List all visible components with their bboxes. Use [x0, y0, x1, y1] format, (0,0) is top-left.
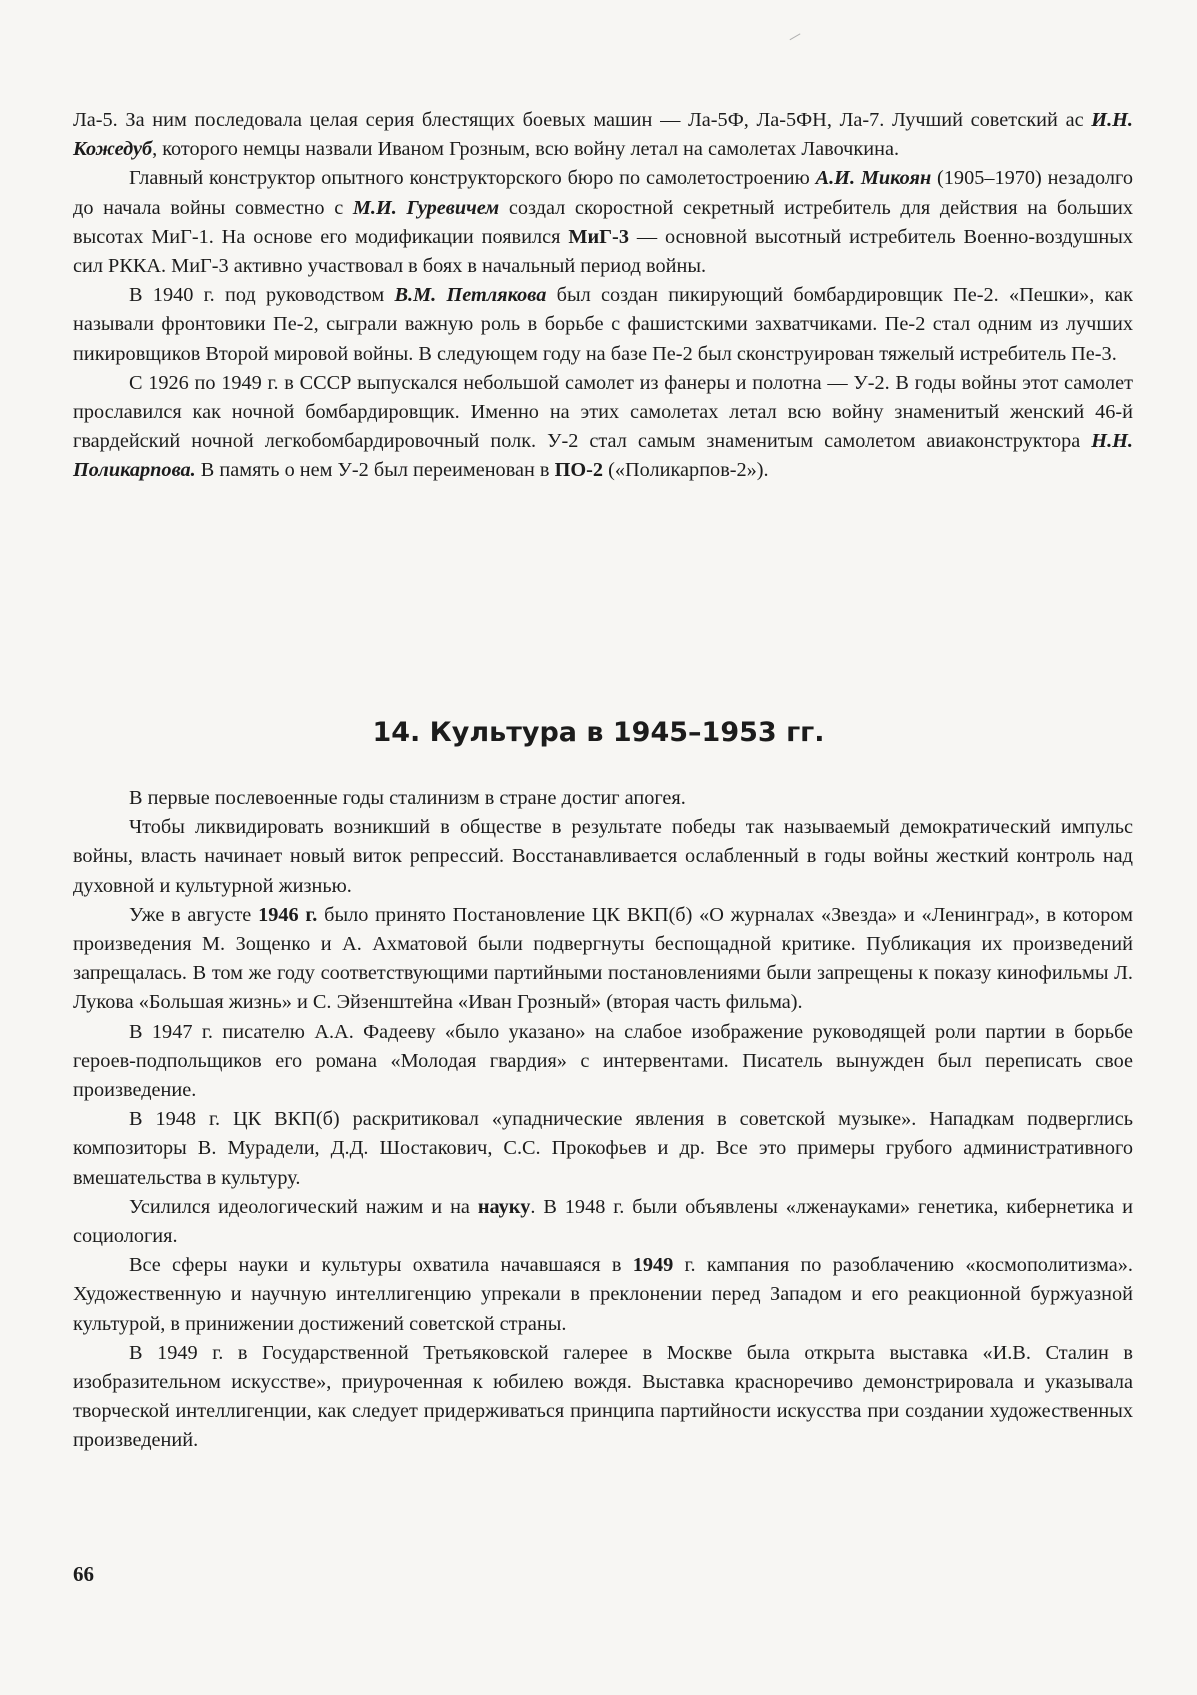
paragraph: [73, 369, 1133, 486]
text-segment: Чтобы ликвидировать возникший в обществе в результате победы так называемый демократический импульс войны, власть начинает новый виток репрессий. Восстанавливается ослабленный в годы войны жесткий контроль над духовной и культурной жизнью.: [73, 816, 1133, 897]
text-segment: создал скоростной секретный истребитель для действия на больших высотах МиГ-1. На основе его модификации появился: [73, 196, 1134, 248]
paragraph: [73, 784, 1133, 813]
emphasis-text: ПО-2: [554, 459, 604, 482]
paragraph: [73, 813, 1133, 901]
emphasis-text: В.М. Петлякова: [394, 284, 547, 307]
paragraph: [73, 164, 1133, 281]
paragraph: [73, 1251, 1133, 1339]
text-segment: В первые послевоенные годы сталинизм в стране достиг апогея.: [129, 787, 686, 809]
text-segment: В память о нем У-2 был переименован в: [195, 459, 555, 482]
text-segment: («Поликарпов-2»).: [603, 459, 769, 482]
text-segment: В 1947 г. писателю А.А. Фадееву «было указано» на слабое изображение руководящей роли партии в борьбе героев-подпольщиков его романа «Молодая гвардия» с интервентами. Писатель вынужден был переписать свое произведение.: [73, 1020, 1133, 1102]
text-segment: В 1948 г. ЦК ВКП(б) раскритиковал «упаднические явления в советской музыке». Нападкам подверглись композиторы В. Мурадели, Д.Д. Шостакович, С.С. Прокофьев и др. Все это примеры грубого административного вмешательства в культуру.: [73, 1108, 1133, 1189]
emphasis-text: 1946 г.: [258, 903, 318, 926]
top-text-section: [73, 106, 1133, 486]
text-segment: В 1949 г. в Государственной Третьяковской галерее в Москве была открыта выставка «И.В. Сталин в изобразительном искусстве», приуроченная к юбилею вождя. Выставка красноречиво демонстрировала и указывала творческой интеллигенции, как следует придерживаться принципа партийности искусства при создании художественных произведений.: [73, 1341, 1133, 1452]
scan-mark: [790, 33, 803, 43]
text-segment: было принято Постановление ЦК ВКП(б) «О журналах «Звезда» и «Ленинград», в котором произведения М. Зощенко и А. Ахматовой были подвергнуты беспощадной критике. Публикация их произведений запрещалась. В том же году соответствующими партийными постановлениями были запрещены к показу кинофильмы Л. Лукова «Большая жизнь» и С. Эйзенштейна «Иван Грозный» (вторая часть фильма).: [73, 903, 1133, 1014]
emphasis-text: МиГ-3: [568, 225, 629, 248]
emphasis-text: науку: [477, 1195, 531, 1218]
emphasis-text: А.И. Микоян: [815, 167, 932, 190]
text-segment: (1905–1970) незадолго до начала войны совместно с: [73, 167, 1133, 219]
text-segment: Ла-5. За ним последовала целая серия блестящих боевых машин — Ла-5Ф, Ла-5ФН, Ла-7. Лучший советский ас: [73, 109, 1092, 131]
paragraph: [73, 1339, 1133, 1456]
paragraph: [73, 106, 1133, 164]
section-heading: 14. Культура в 1945–1953 гг.: [372, 717, 825, 748]
text-segment: был создан пикирующий бомбардировщик Пе-2. «Пешки», как называли фронтовики Пе-2, сыграли важную роль в борьбе с фашистскими захватчиками. Пе-2 стал одним из лучших пикировщиков Второй мировой войны. В следующем году на базе Пе-2 был сконструирован тяжелый истребитель Пе-3.: [73, 284, 1134, 365]
text-segment: Главный конструктор опытного конструкторского бюро по самолетостроению: [129, 167, 816, 190]
text-segment: г. кампания по разоблачению «космополитизма». Художественную и научную интеллигенцию упрекали в преклонении перед Западом и его реакционной буржуазной культурой, в принижении достижений советской страны.: [73, 1254, 1134, 1335]
paragraph: [73, 901, 1133, 1018]
emphasis-text: 1949: [632, 1254, 674, 1277]
paragraph: [73, 1105, 1133, 1193]
body-text-section: [73, 784, 1133, 1456]
text-segment: . В 1948 г. были объявлены «лженауками» генетика, кибернетика и социология.: [73, 1195, 1134, 1248]
text-segment: , которого немцы назвали Иваном Грозным, всю войну летал на самолетах Лавочкина.: [152, 138, 900, 161]
text-segment: Все сферы науки и культуры охватила начавшаяся в: [129, 1254, 633, 1277]
text-segment: Уже в августе: [129, 903, 259, 926]
emphasis-text: М.И. Гуревичем: [352, 196, 500, 219]
text-segment: — основной высотный истребитель Военно-воздушных сил РККА. МиГ-3 активно участвовал в боях в начальный период войны.: [73, 225, 1133, 278]
emphasis-text: Н.Н. Поликарпова.: [73, 430, 1133, 482]
page-number: 66: [73, 1562, 94, 1586]
paragraph: [73, 1193, 1133, 1251]
text-segment: Усилился идеологический нажим и на: [129, 1195, 478, 1218]
text-segment: В 1940 г. под руководством: [129, 284, 395, 307]
paragraph: [73, 281, 1133, 369]
paragraph: [73, 1018, 1133, 1106]
text-segment: С 1926 по 1949 г. в СССР выпускался небольшой самолет из фанеры и полотна — У-2. В годы войны этот самолет прославился как ночной бомбардировщик. Именно на этих самолетах летал всю войну знаменитый женский 46-й гвардейский ночной легкобомбардировочный полк. У-2 стал самым знаменитым самолетом авиаконструктора: [73, 371, 1133, 453]
emphasis-text: И.Н. Кожедуб: [73, 109, 1133, 161]
